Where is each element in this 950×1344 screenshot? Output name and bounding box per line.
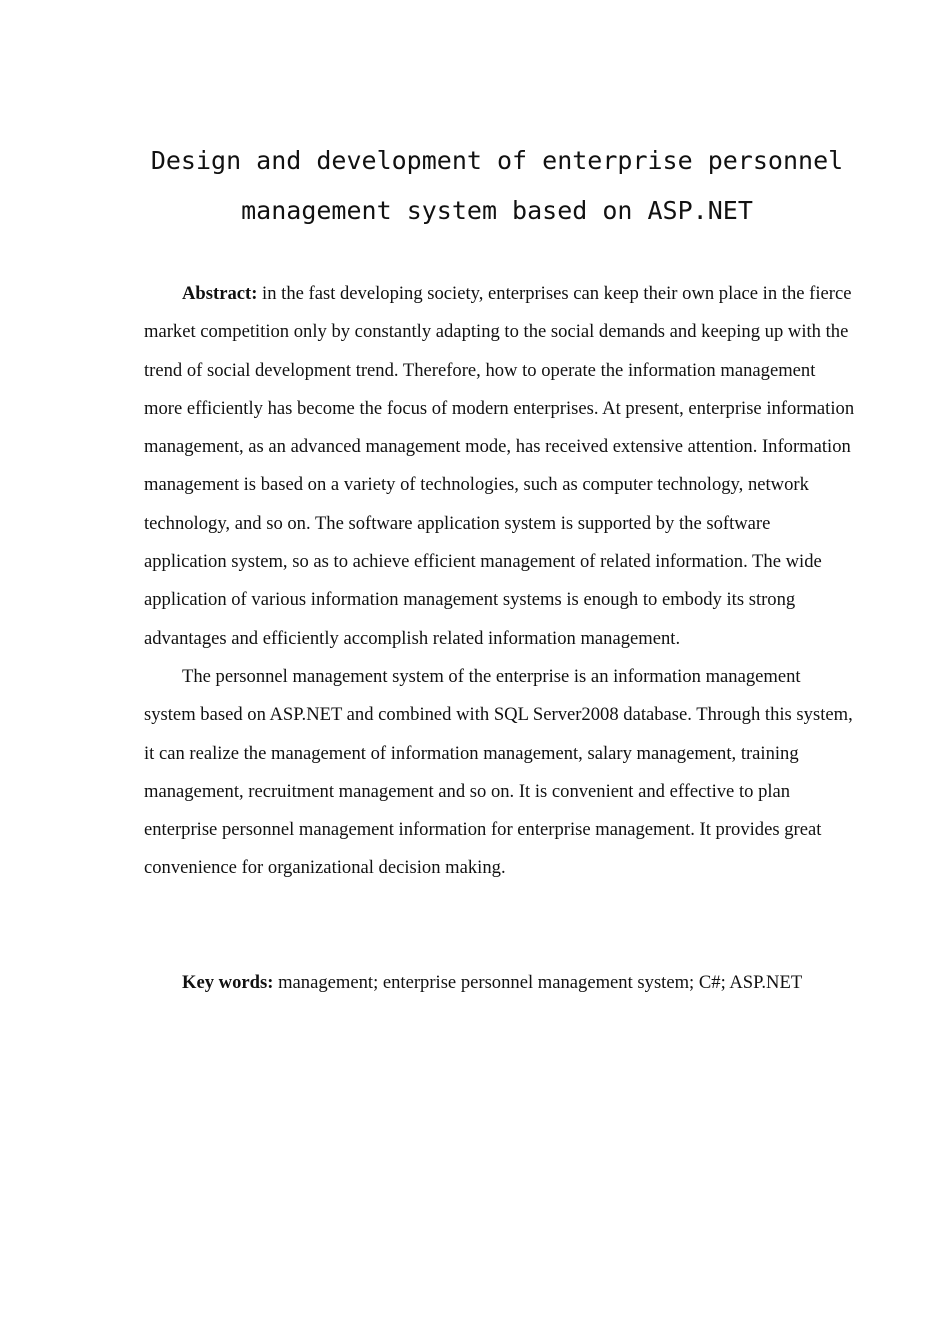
keywords-text: management; enterprise personnel management system; C#; ASP.NET	[273, 972, 803, 993]
abstract-text-2: The personnel management system of the enterprise is an information management system based on ASP.NET and combined with SQL Server2008 database. Through this system, it can realize the management of information management, salary management, training management, recruitment management and so on. It is convenient and effective to plan enterprise personnel management information for enterprise management. It provides great convenience for organizational decision making.	[144, 665, 853, 879]
abstract-paragraph-1	[144, 275, 856, 658]
keywords-label: Key words:	[182, 972, 274, 993]
keywords-section	[144, 964, 856, 1002]
abstract-section	[144, 275, 856, 888]
keywords-paragraph	[144, 964, 856, 1002]
abstract-text-1: in the fast developing society, enterprises can keep their own place in the fierce market competition only by constantly adapting to the social demands and keeping up with the trend of social development trend. Therefore, how to operate the information management more efficiently has become the focus of modern enterprises. At present, enterprise information management, as an advanced management mode, has received extensive attention. Information management is based on a variety of technologies, such as computer technology, network technology, and so on. The software application system is supported by the software application system, so as to achieve efficient management of related information. The wide application of various information management systems is enough to embody its strong advantages and efficiently accomplish related information management.	[144, 283, 855, 649]
page-title: Design and development of enterprise personnel management system based on ASP.NET	[150, 146, 844, 225]
abstract-paragraph-2	[144, 658, 856, 888]
abstract-label: Abstract:	[182, 283, 258, 304]
